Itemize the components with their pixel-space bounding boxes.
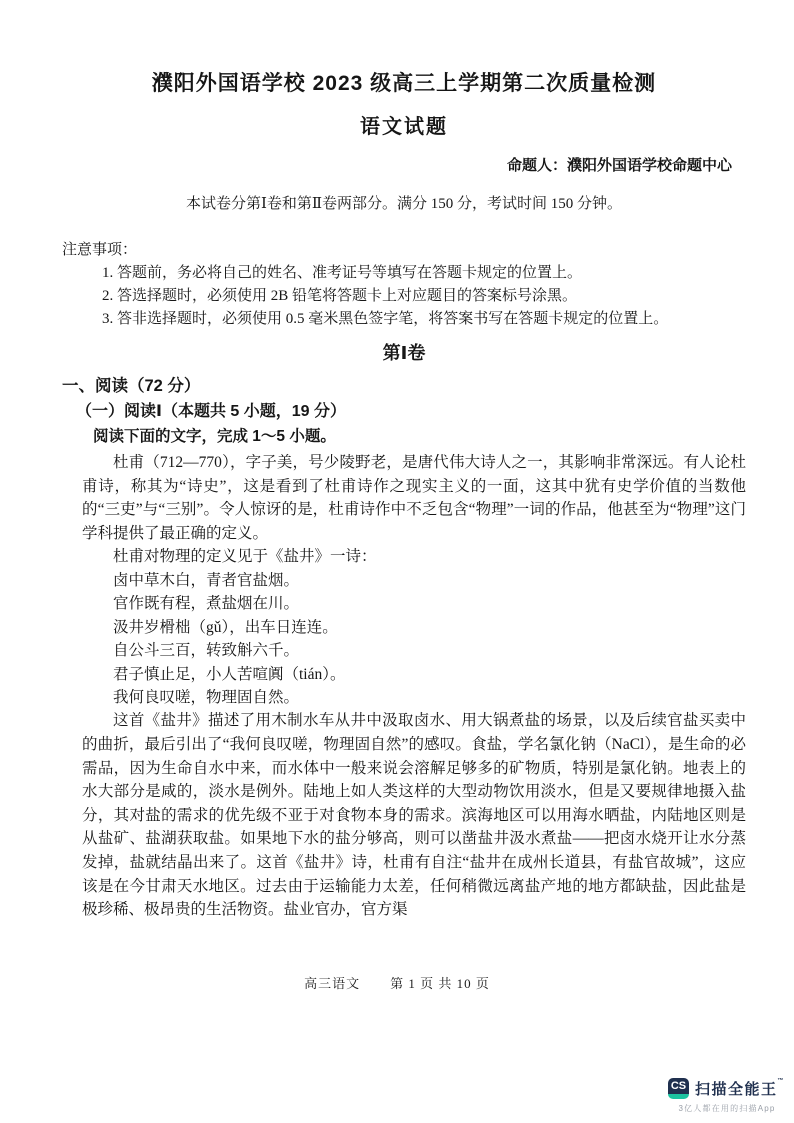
camscanner-logo-icon bbox=[668, 1078, 689, 1099]
camscanner-brand-text: 扫描全能王 bbox=[695, 1081, 778, 1098]
camscanner-logo-row bbox=[668, 1078, 786, 1099]
reading-instruction: 阅读下面的文字，完成 1～5 小题。 bbox=[93, 428, 336, 445]
poem-line: 卤中草木白，青者官盐烟。 bbox=[113, 571, 300, 589]
notice-item: 2. 答选择题时，必须使用 2B 铅笔将答题卡上对应题目的答案标号涂黑。 bbox=[102, 288, 578, 304]
trademark-symbol: ™ bbox=[777, 1078, 784, 1084]
section-heading: 一、阅读（72 分） bbox=[62, 377, 201, 395]
passage-paragraph: 这首《盐井》描述了用木制水车从井中汲取卤水、用大锅煮盐的场景，以及后续官盐买卖中的曲折，最后引出了“我何良叹嗟，物理固自然”的感叹。食盐，学名氯化钠（NaCl），是生命的必需品，因为生命自水中来，而水体中一般来说会溶解足够多的矿物质，特别是氯化钠。地表上的水大部分是咸的，淡水是例外。陆地上如人类这样的大型动物饮用淡水，但是又要规律地摄入盐分，其对盐的需求的优先级不亚于对食物本身的需求。滨海地区可以用海水晒盐，内陆地区则是从盐矿、盐湖获取盐。如果地下水的盐分够高，则可以凿盐井汲水煮盐——把卤水烧开让水分蒸发掉，盐就结晶出来了。这首《盐井》诗，杜甫有自注“盐井在成州长道县，有盐官故城”，这应该是在今甘肃天水地区。过去由于运输能力太差，任何稍微远离盐产地的地方都缺盐，因此盐是极珍稀、极昂贵的生活物资。盐业官办，官方渠 bbox=[82, 712, 746, 919]
reading-passage bbox=[82, 451, 746, 922]
camscanner-icon-label: CS bbox=[670, 1080, 687, 1092]
poem-line: 我何良叹嗟，物理固自然。 bbox=[113, 689, 300, 706]
poem-block bbox=[82, 569, 746, 709]
poem-line: 君子慎止足，小人苦喧阗（tián）。 bbox=[113, 665, 346, 683]
page-title: 濮阳外国语学校 2023 级高三上学期第二次质量检测 bbox=[151, 72, 657, 95]
exam-info-line: 本试卷分第Ⅰ卷和第Ⅱ卷两部分。满分 150 分，考试时间 150 分钟。 bbox=[185, 196, 623, 212]
camscanner-tagline: 3亿人都在用的扫描App bbox=[678, 1104, 776, 1113]
proposer-line: 命题人：濮阳外国语学校命题中心 bbox=[506, 157, 732, 174]
notices-heading: 注意事项： bbox=[62, 242, 138, 258]
poem-line: 汲井岁榾柮（gǔ），出车日连连。 bbox=[113, 618, 338, 636]
notice-item: 3. 答非选择题时，必须使用 0.5 毫米黑色签字笔，将答案书写在答题卡规定的位置上。 bbox=[102, 311, 669, 327]
camscanner-brand-name bbox=[695, 1078, 784, 1099]
footer-page-number: 第 1 页 共 10 页 bbox=[390, 976, 490, 991]
volume-heading: 第Ⅰ卷 bbox=[382, 343, 426, 363]
notice-item: 1. 答题前，务必将自己的姓名、准考证号等填写在答题卡规定的位置上。 bbox=[102, 265, 583, 281]
passage-paragraph: 杜甫（712—770），字子美，号少陵野老，是唐代伟大诗人之一，其影响非常深远。有人论杜甫诗，称其为“诗史”，这是看到了杜甫诗作之现实主义的一面，这其中犹有史学价值的当数他的“三吏”与“三别”。令人惊讶的是，杜甫诗作中不乏包含“物理”一词的作品，他甚至为“物理”这门学科提供了最正确的定义。 bbox=[82, 454, 746, 542]
notices-section bbox=[62, 239, 746, 331]
footer-course-label: 高三语文 bbox=[304, 976, 361, 991]
subsection-heading: （一）阅读Ⅰ（本题共 5 小题，19 分） bbox=[76, 403, 346, 420]
camscanner-watermark bbox=[668, 1078, 786, 1114]
paper-subtitle: 语文试题 bbox=[360, 116, 448, 138]
page-footer bbox=[0, 973, 794, 992]
poem-line: 官作既有程，煮盐烟在川。 bbox=[113, 595, 300, 613]
passage-lead-paragraph: 杜甫对物理的定义见于《盐井》一诗： bbox=[113, 548, 377, 566]
poem-line: 自公斗三百，转致斛六千。 bbox=[113, 642, 300, 660]
